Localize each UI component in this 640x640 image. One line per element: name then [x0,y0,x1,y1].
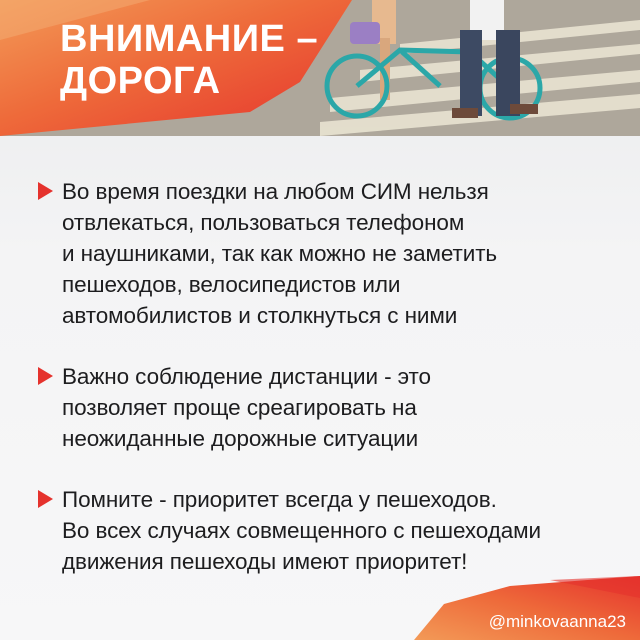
page-title-line-2: ДОРОГА [60,60,221,102]
tip-3-line-3: движения пешеходы имеют приоритет! [62,549,468,574]
tip-1-line-3: и наушниками, так как можно не заметить [62,241,498,266]
tip-item-2 [38,361,618,454]
tip-1-line-4: пешеходов, велосипедистов или [62,272,401,297]
tip-1-line-1: Во время поездки на любом СИМ нельзя [62,179,489,204]
tip-1-line-2: отвлекаться, пользоваться телефоном [62,210,465,235]
page-title-line-1: ВНИМАНИЕ – [60,18,319,60]
triangle-right-icon [38,490,53,508]
tip-2-line-2: позволяет проще среагировать на [62,395,417,420]
tip-item-3 [38,484,618,577]
triangle-right-icon [38,367,53,385]
tip-2-line-3: неожиданные дорожные ситуации [62,426,419,451]
tips-list [38,176,618,607]
author-handle[interactable]: @minkovaanna23 [488,612,626,631]
tip-3-line-1: Помните - приоритет всегда у пешеходов. [62,487,497,512]
tip-3-line-2: Во всех случаях совмещенного с пешеходами [62,518,541,543]
triangle-right-icon [38,182,53,200]
tip-item-1 [38,176,618,331]
tip-2-line-1: Важно соблюдение дистанции - это [62,364,431,389]
tip-1-line-5: автомобилистов и столкнуться с ними [62,303,458,328]
